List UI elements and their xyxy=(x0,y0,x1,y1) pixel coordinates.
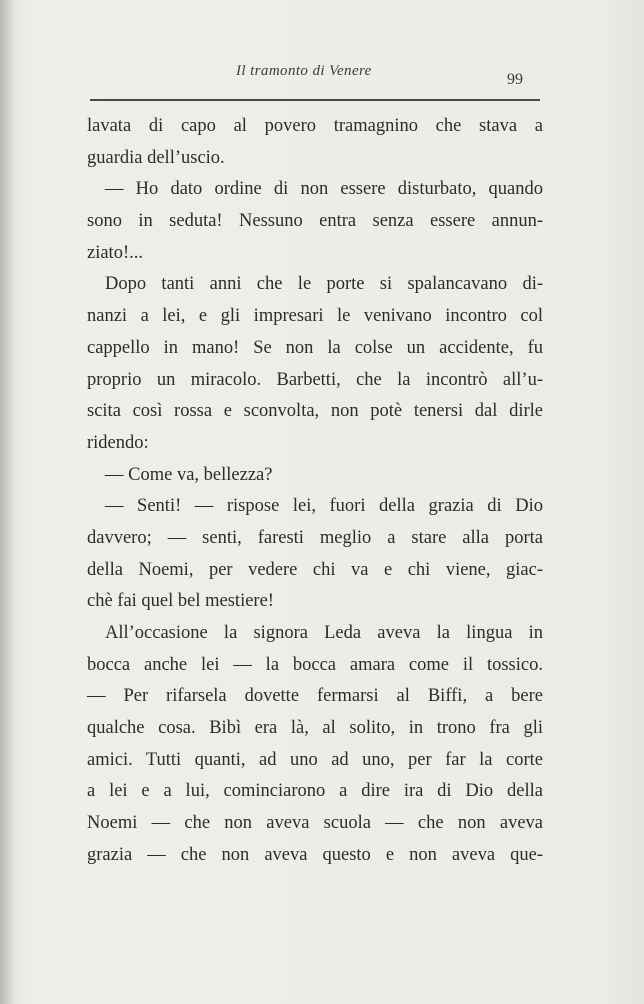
text-line: Noemi — che non aveva scuola — che non aveva xyxy=(87,813,543,834)
text-line: davvero; — senti, faresti meglio a stare alla porta xyxy=(87,527,543,548)
text-line: della Noemi, per vedere chi va e chi viene, giac- xyxy=(87,559,543,580)
text-line: bocca anche lei — la bocca amara come il tossico. xyxy=(87,654,543,675)
text-line: Dopo tanti anni che le porte si spalancavano di- xyxy=(105,274,543,295)
text-line: All’occasione la signora Leda aveva la lingua in xyxy=(105,623,543,643)
text-line: guardia dell’uscio. xyxy=(87,147,225,168)
header-rule xyxy=(90,99,540,101)
text-line: — Senti! — rispose lei, fuori della grazia di Dio xyxy=(105,496,543,517)
text-line: sono in seduta! Nessuno entra senza essere annun- xyxy=(87,211,543,232)
text-line: cappello in mano! Se non la colse un accidente, fu xyxy=(87,337,543,358)
text-line: lavata di capo al povero tramagnino che stava a xyxy=(87,116,543,136)
text-line: amici. Tutti quanti, ad uno ad uno, per far la corte xyxy=(87,749,543,770)
text-line: ridendo: xyxy=(87,432,149,453)
text-line: — Come va, bellezza? xyxy=(105,464,273,485)
body-text xyxy=(87,111,543,872)
running-title: Il tramonto di Venere xyxy=(236,63,372,79)
text-line: chè fai quel bel mestiere! xyxy=(87,591,274,612)
text-line: scita così rossa e sconvolta, non potè tenersi dal dirle xyxy=(87,401,543,422)
text-line: — Ho dato ordine di non essere disturbato, quando xyxy=(105,179,543,200)
text-line: qualche cosa. Bibì era là, al solito, in trono fra gli xyxy=(87,718,543,739)
page-number: 99 xyxy=(507,71,523,88)
page-spine-shadow xyxy=(0,0,14,1004)
text-line: nanzi a lei, e gli impresari le venivano incontro col xyxy=(87,306,543,327)
text-line: proprio un miracolo. Barbetti, che la incontrò all’u- xyxy=(87,369,543,390)
text-line: ziato!... xyxy=(87,242,143,263)
text-line: grazia — che non aveva questo e non aveva que- xyxy=(87,844,543,865)
text-line: — Per rifarsela dovette fermarsi al Biffi, a bere xyxy=(87,686,543,707)
text-line: a lei e a lui, cominciarono a dire ira di Dio della xyxy=(87,781,543,802)
